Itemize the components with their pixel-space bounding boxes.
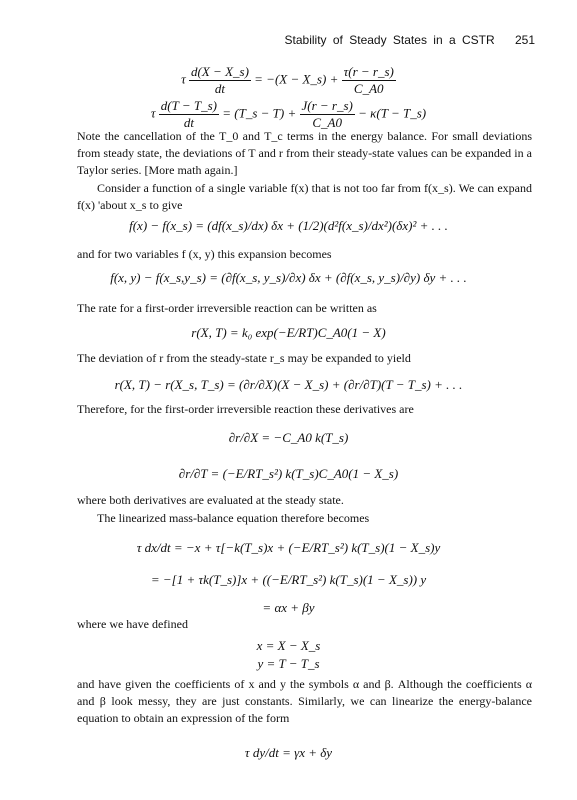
energy-balance-deviation-equation (0, 98, 577, 131)
lhs-denominator: dt (183, 115, 194, 130)
linearized-energy-balance: τ dy/dt = γx + δy (244, 745, 333, 760)
linearized-mass-balance-line-1: τ dx/dt = −x + τ[−k(T_s)x + (−E/RT_s²) k(T_s)(1 − X_s)y (136, 540, 441, 555)
rhs-numerator: J(r − r_s) (301, 98, 353, 113)
rhs-numerator: τ(r − r_s) (343, 64, 394, 79)
taylor-series-one-variable: f(x) − f(x_s) = (df(x_s)/dx) δx + (1/2)(d²f(x_s)/dx²)(δx)² + . . . (129, 218, 448, 233)
middle-terms: = (T_s − T) + (222, 105, 297, 121)
mass-balance-deviation-equation (0, 64, 577, 97)
paragraph: and have given the coefficients of x and y the symbols α and β. Although the coefficients α and β look messy, they are just constants. Similarly, we can linearize the energy-balance equation to obtain an expression of the form (77, 677, 532, 725)
middle-terms: = −(X − X_s) + (254, 71, 339, 87)
tail-term: − κ(T − T_s) (358, 105, 427, 121)
rhs-fraction (342, 64, 396, 97)
lhs-numerator: d(X − X_s) (191, 64, 249, 79)
tau-prefix: τ (150, 105, 156, 121)
running-title: Stability of Steady States in a CSTR (284, 33, 495, 47)
derivative-wrt-conversion: ∂r/∂X = −C_A0 k(T_s) (228, 430, 349, 445)
definition-y: y = T − T_s (257, 656, 320, 671)
lhs-numerator: d(T − T_s) (160, 98, 217, 113)
rate-expansion-equation: r(X, T) − r(X_s, T_s) = (∂r/∂X)(X − X_s) + (∂r/∂T)(T − T_s) + . . . (114, 377, 463, 392)
running-header (285, 33, 535, 47)
paragraph: where both derivatives are evaluated at the steady state. (77, 493, 344, 507)
paragraph: Note the cancellation of the T_0 and T_c terms in the energy balance. For small deviations from steady state, the deviations of T and r from their steady-state values can be expanded in a Taylor series. [More math again.] (77, 129, 532, 177)
definition-x: x = X − X_s (256, 638, 321, 653)
paragraph: The linearized mass-balance equation therefore becomes (97, 511, 370, 525)
linearized-mass-balance-line-3: = αx + βy (262, 600, 315, 615)
taylor-series-two-variables: f(x, y) − f(x_s,y_s) = (∂f(x_s, y_s)/∂x) δx + (∂f(x_s, y_s)/∂y) δy + . . . (110, 270, 467, 285)
paragraph: where we have defined (77, 617, 188, 631)
paragraph: Consider a function of a single variable f(x) that is not too far from f(x_s). We can expand f(x) 'about x_s to give (77, 181, 532, 212)
paragraph: Therefore, for the first-order irreversible reaction these derivatives are (77, 402, 414, 416)
rhs-denominator: C_A0 (312, 115, 342, 130)
paragraph: and for two variables f (x, y) this expansion becomes (77, 247, 332, 261)
tau-prefix: τ (181, 71, 186, 87)
page-number: 251 (514, 33, 535, 47)
lhs-denominator: dt (214, 81, 226, 96)
derivative-wrt-temperature: ∂r/∂T = (−E/RT_s²) k(T_s)C_A0(1 − X_s) (178, 466, 399, 481)
rhs-fraction (300, 98, 355, 131)
rhs-denominator: C_A0 (353, 81, 384, 96)
lhs-fraction (159, 98, 219, 131)
rate-equation: r(X, T) = k₀ exp(−E/RT)C_A0(1 − X) (191, 325, 386, 340)
lhs-fraction (189, 64, 251, 97)
linearized-mass-balance-line-2: = −[1 + τk(T_s)]x + ((−E/RT_s²) k(T_s)(1 − X_s)) y (150, 572, 427, 587)
paragraph: The deviation of r from the steady-state r_s may be expanded to yield (77, 351, 411, 365)
paragraph: The rate for a first-order irreversible reaction can be written as (77, 301, 377, 315)
